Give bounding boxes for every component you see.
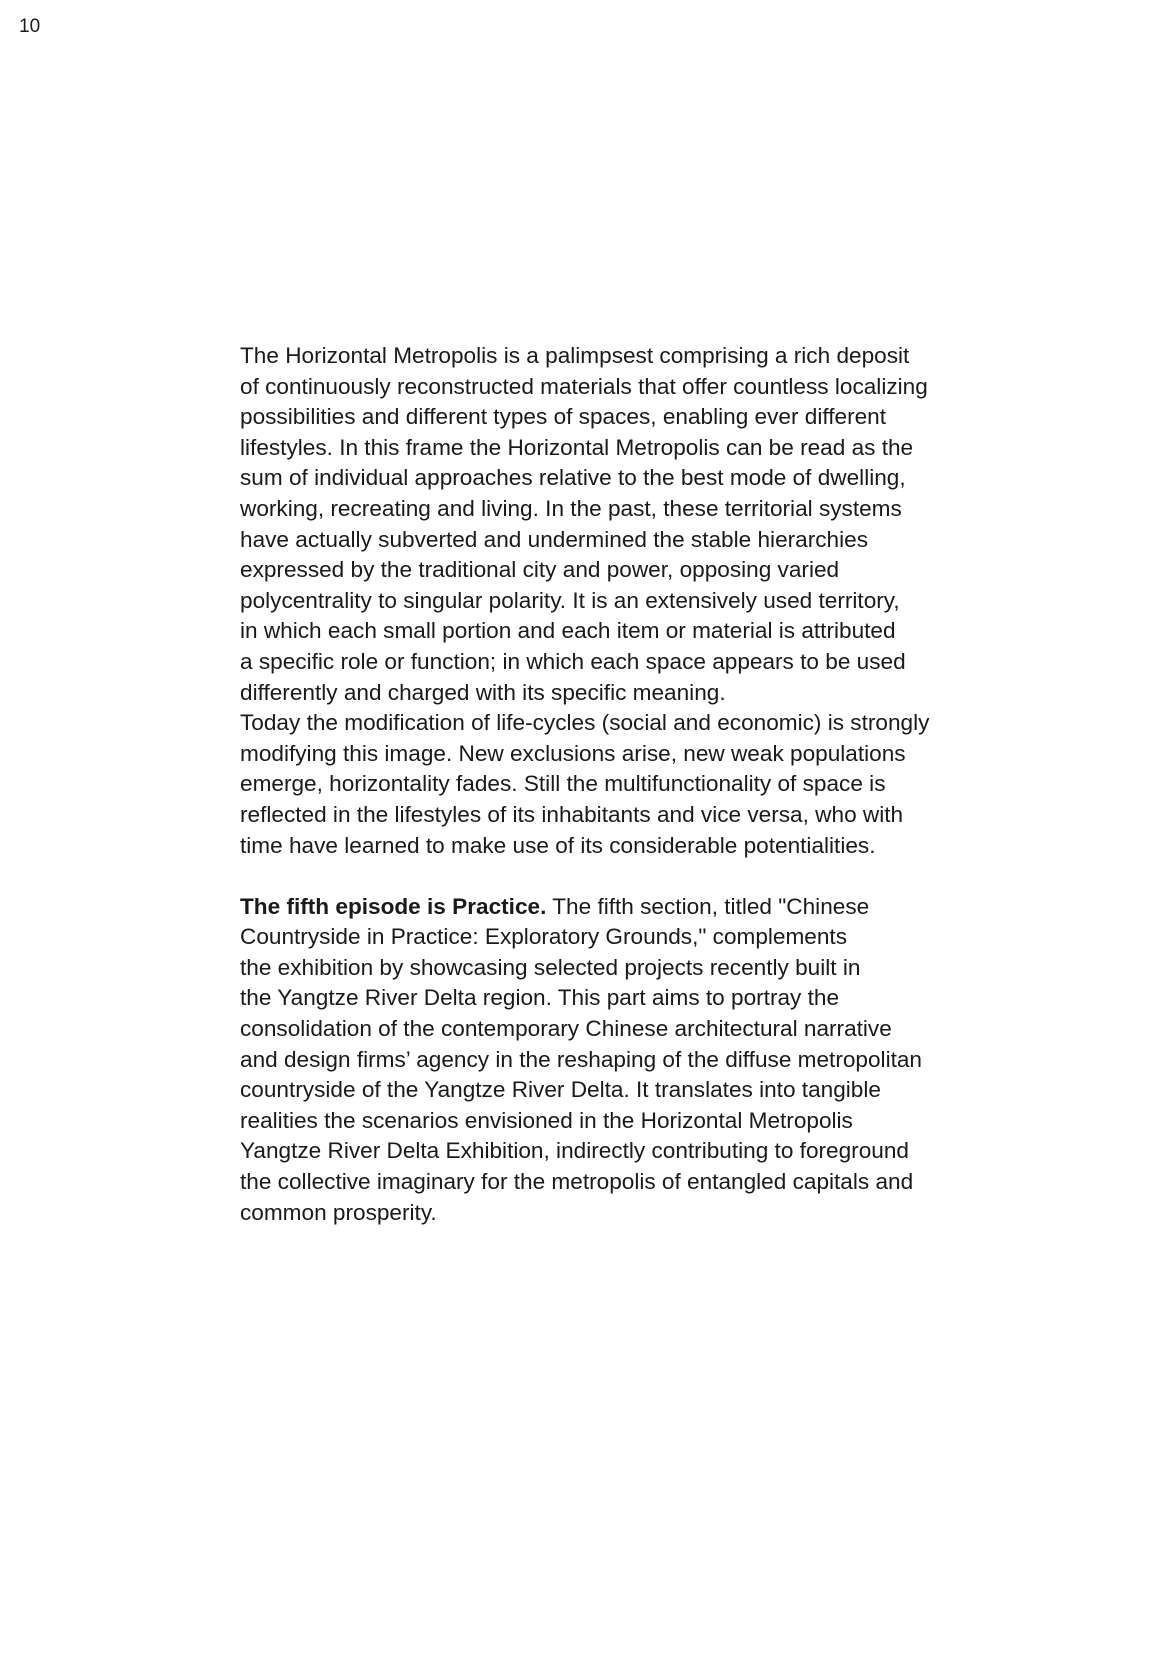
text-line: realities the scenarios envisioned in the Horizontal Metropolis xyxy=(240,1107,853,1133)
text-line: emerge, horizontality fades. Still the multifunctionality of space is xyxy=(240,771,886,797)
text-line: of continuously reconstructed materials that offer countless localizing xyxy=(240,373,928,399)
text-line: lifestyles. In this frame the Horizontal Metropolis can be read as the xyxy=(240,434,914,460)
text-line: common prosperity. xyxy=(240,1199,437,1225)
paragraph-fifth-episode xyxy=(240,892,1020,1229)
episode-lead-rest: The fifth section, titled "Chinese xyxy=(546,893,870,919)
text-line: working, recreating and living. In the past, these territorial systems xyxy=(240,495,902,521)
text-line: a specific role or function; in which each space appears to be used xyxy=(240,648,906,674)
text-line: Yangtze River Delta Exhibition, indirectly contributing to foreground xyxy=(240,1138,909,1164)
text-line: consolidation of the contemporary Chinese architectural narrative xyxy=(240,1016,892,1042)
text-line: The Horizontal Metropolis is a palimpsest comprising a rich deposit xyxy=(240,343,910,368)
text-line: the collective imaginary for the metropolis of entangled capitals and xyxy=(240,1169,914,1195)
text-line: sum of individual approaches relative to the best mode of dwelling, xyxy=(240,465,906,491)
text-line: the Yangtze River Delta region. This part aims to portray the xyxy=(240,985,840,1011)
text-line xyxy=(240,892,1020,923)
body-text xyxy=(240,341,1020,1228)
text-line: polycentrality to singular polarity. It is an extensively used territory, xyxy=(240,587,900,613)
text-line: the exhibition by showcasing selected projects recently built in xyxy=(240,954,861,980)
text-line: in which each small portion and each item or material is attributed xyxy=(240,618,896,644)
text-line: countryside of the Yangtze River Delta. It translates into tangible xyxy=(240,1077,881,1103)
text-line: have actually subverted and undermined the stable hierarchies xyxy=(240,526,868,552)
episode-lead: The fifth episode is Practice. xyxy=(240,893,547,919)
text-line: time have learned to make use of its considerable potentialities. xyxy=(240,832,876,858)
paragraph-horizontal-metropolis xyxy=(240,341,1020,861)
text-line: Countryside in Practice: Exploratory Grounds," complements xyxy=(240,924,848,950)
text-line: modifying this image. New exclusions arise, new weak populations xyxy=(240,740,906,766)
text-line: and design firms’ agency in the reshaping of the diffuse metropolitan xyxy=(240,1046,922,1072)
text-line: possibilities and different types of spaces, enabling ever different xyxy=(240,404,886,430)
paragraph-spacer xyxy=(240,861,1020,892)
text-line: reflected in the lifestyles of its inhabitants and vice versa, who with xyxy=(240,801,904,827)
text-line: Today the modification of life-cycles (social and economic) is strongly xyxy=(240,710,930,736)
text-line: differently and charged with its specific meaning. xyxy=(240,679,726,705)
text-line: expressed by the traditional city and power, opposing varied xyxy=(240,557,840,583)
page-number: 10 xyxy=(19,16,41,37)
